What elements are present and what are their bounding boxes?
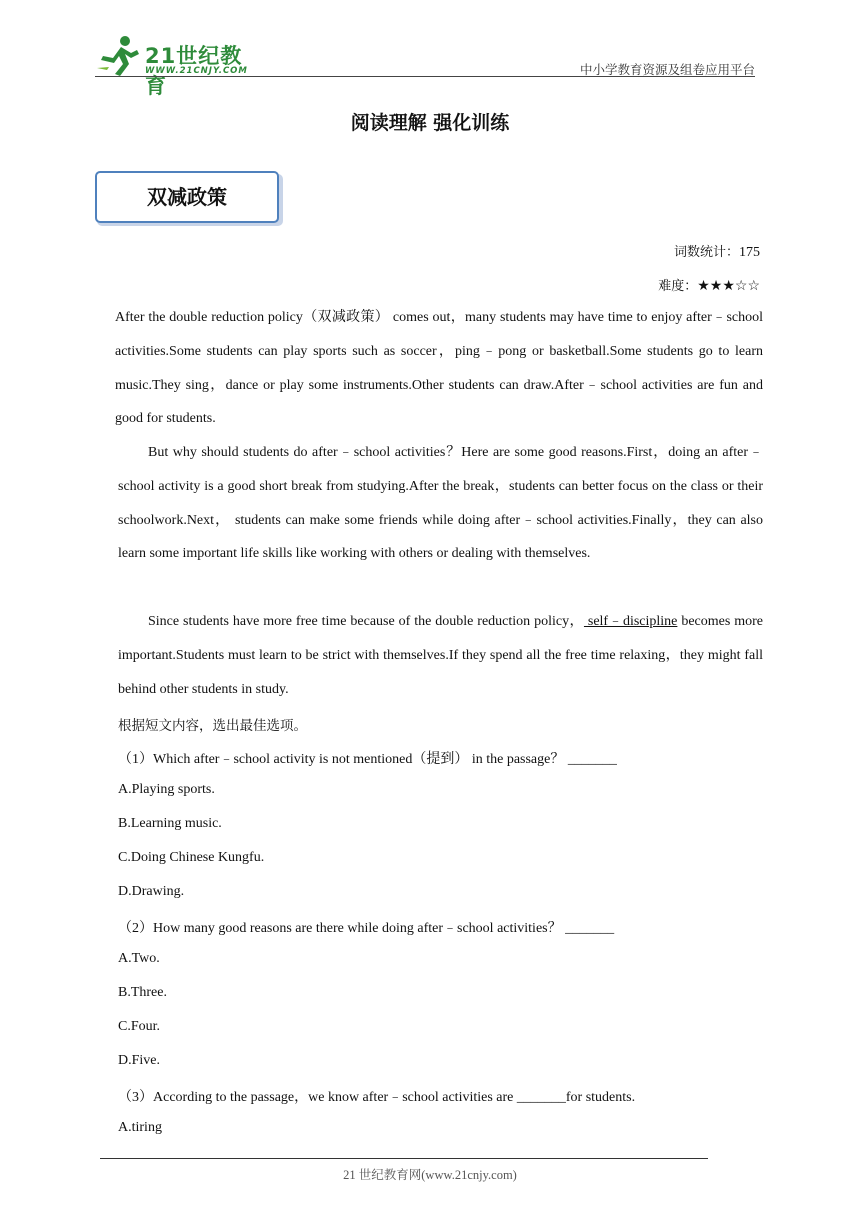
question-2-option-b: B.Three. [118, 985, 167, 1000]
question-1-option-d: D.Drawing. [118, 884, 185, 899]
passage-paragraph-2: But why should students do after﹣school activities？Here are some good reasons.First，doing an after﹣school activity is a good short break from studying.After the break，students can better focus on the class or their schoolwork.Next， students can make some friends while doing after﹣school activities.Finally，they can also learn some important life skills like working with others or dealing with themselves. [118, 445, 763, 562]
question-3-stem: （3）According to the passage，we know after﹣school activities are _______for students. [118, 1090, 636, 1105]
runner-logo-icon [95, 34, 143, 78]
page-title: 阅读理解 强化训练 [350, 112, 510, 134]
question-1-option-c: C.Doing Chinese Kungfu. [118, 850, 265, 865]
p3-after: becomes more important.Students must learn to be strict with themselves.If they spend all the free time relaxing，they might fall behind other students in study. [118, 614, 763, 697]
difficulty [658, 275, 760, 295]
instruction: 根据短文内容，选出最佳选项。 [118, 718, 307, 734]
difficulty-stars: ★★★☆☆ [697, 279, 760, 294]
topic-label: 双减政策 [147, 185, 227, 209]
word-count-label: 词数统计： [673, 245, 739, 260]
topic-box [95, 171, 279, 223]
question-2-option-a: A.Two. [118, 951, 160, 966]
question-2-option-c: C.Four. [118, 1019, 161, 1034]
site-logo [95, 34, 260, 98]
word-count [674, 241, 760, 261]
page-footer: 21 世纪教育网(www.21cnjy.com) [343, 1168, 517, 1182]
question-1-stem: （1）Which after﹣school activity is not mentioned（提到） in the passage？ _______ [118, 752, 617, 767]
footer-divider [100, 1158, 708, 1159]
question-2-stem: （2）How many good reasons are there while doing after﹣school activities？ _______ [118, 921, 615, 936]
question-3-option-a: A.tiring [118, 1120, 162, 1135]
question-2-option-d: D.Five. [118, 1053, 160, 1068]
p3-before: Since students have more free time because of the double reduction policy， [148, 614, 584, 629]
word-count-value: 175 [739, 245, 760, 260]
logo-text: 21世纪教育 [145, 44, 243, 98]
p3-underlined-word: self﹣discipline [583, 614, 678, 629]
passage-paragraph-1: After the double reduction policy（双减政策） comes out，many students may have time to enjoy after﹣school activities.Some students can play sports such as soccer，ping﹣pong or basketball.Some students go to learn music.They sing，dance or play some instruments.Other students can draw.After﹣school activities are fun and good for students. [115, 310, 763, 427]
header-divider [95, 76, 755, 77]
platform-name: 中小学教育资源及组卷应用平台 [579, 63, 755, 77]
question-1-option-a: A.Playing sports. [118, 782, 215, 797]
question-1-option-b: B.Learning music. [118, 816, 222, 831]
page-header [95, 30, 755, 98]
difficulty-label: 难度： [658, 279, 698, 294]
passage-paragraph-3 [118, 605, 763, 706]
logo-url: WWW.21CNJY.COM [145, 66, 248, 76]
